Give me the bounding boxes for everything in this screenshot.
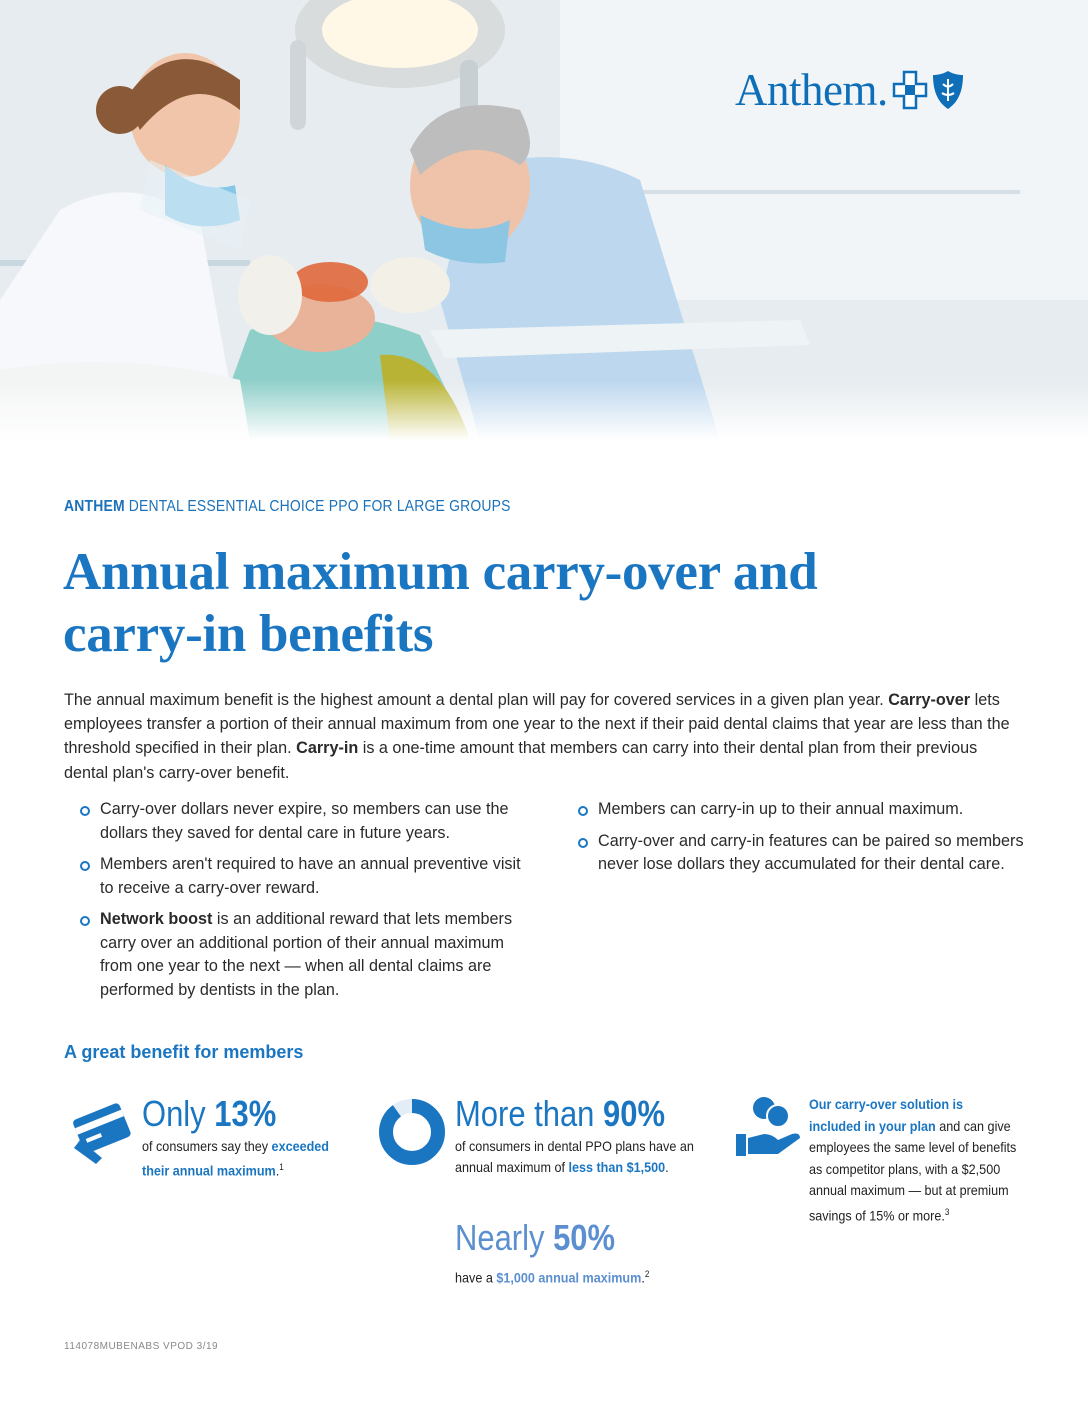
list-item [80, 798, 525, 845]
blue-shield-icon [931, 69, 965, 111]
anthem-logo [735, 64, 965, 116]
list-item [80, 908, 525, 1002]
eyebrow-text: DENTAL ESSENTIAL CHOICE PPO FOR LARGE GROUPS [124, 498, 511, 515]
bullet-icon [578, 838, 588, 848]
bullet-icon [578, 806, 588, 816]
bullet-text: Members aren't required to have an annual preventive visit to receive a carry-over reward. [100, 855, 521, 897]
footnote-ref: 3 [944, 1206, 950, 1217]
footnote-ref: 2 [644, 1269, 650, 1279]
stat-carry-over-solution [809, 1094, 1041, 1227]
eyebrow-brand: ANTHEM [64, 498, 125, 515]
stat-suffix: . [665, 1159, 669, 1175]
stat-headline [142, 1094, 327, 1134]
stat-description [142, 1136, 336, 1182]
stat-value: 90% [603, 1093, 665, 1134]
footnote-ref: 1 [279, 1162, 284, 1172]
bullet-text: is an additional reward that lets members carry over an additional portion of their annual maximum from one year to the next — when all dental claims are performed by dentists in the plan. [100, 910, 513, 999]
donut-arc [386, 1106, 438, 1158]
stat-prefix: More than [455, 1093, 604, 1134]
bullet-icon [80, 916, 90, 926]
blue-cross-icon [892, 70, 928, 110]
list-item [80, 853, 525, 900]
eyebrow-heading [64, 498, 511, 516]
section-heading: A great benefit for members [64, 1042, 304, 1062]
list-item [578, 798, 1028, 822]
stat-suffix: . [641, 1269, 645, 1286]
stat-more-than-90 [455, 1094, 715, 1178]
bullet-text: Carry-over dollars never expire, so members can use the dollars they saved for dental care in future years. [100, 800, 509, 842]
bullet-text: Members can carry-in up to their annual maximum. [598, 800, 964, 818]
stat-highlight: less than $1,500 [568, 1159, 666, 1175]
stat-highlight: Our carry-over solution is included in your plan [809, 1096, 964, 1134]
page-title: Annual maximum carry-over and carry-in benefits [63, 543, 818, 663]
document-code: 114078MUBENABS VPOD 3/19 [64, 1341, 219, 1352]
stat-prefix: Only [142, 1093, 215, 1134]
credit-card-icon [72, 1096, 134, 1166]
logo-wordmark: Anthem [735, 64, 877, 115]
stat-description [809, 1094, 1018, 1227]
intro-part-3: is a one-time amount that members can carry into their dental plan from their previous dental plan's carry-over benefit. [64, 739, 978, 782]
carry-in-term: Carry-in [296, 739, 359, 758]
bullet-text: Carry-over and carry-in features can be paired so members never lose dollars they accumulated for their dental care. [598, 831, 1024, 873]
stat-text: of consumers in dental PPO plans have an annual maximum of [455, 1138, 694, 1175]
carry-over-term: Carry-over [888, 691, 971, 709]
stat-only-13 [142, 1094, 357, 1182]
bullet-list-left [80, 798, 525, 1010]
stat-text: have a [455, 1269, 497, 1286]
stat-value: 13% [214, 1093, 277, 1134]
intro-part-1: The annual maximum benefit is the highest amount a dental plan will pay for covered services in a given plan year. [64, 691, 889, 709]
intro-part-2: lets employees transfer a portion of their annual maximum from one year to the next if their paid dental claims that year are less than the threshold specified in their plan. [64, 691, 1010, 758]
donut-chart-icon [378, 1098, 446, 1166]
logo-dot: . [876, 65, 889, 115]
hand-coins-icon [734, 1094, 804, 1162]
stat-highlight: $1,000 annual maximum [496, 1269, 642, 1286]
network-boost-term: Network boost [100, 910, 213, 928]
stat-text: of consumers say they [142, 1138, 272, 1154]
bullet-icon [80, 806, 90, 816]
stat-description [455, 1136, 703, 1178]
list-item [578, 830, 1028, 877]
stat-headline [455, 1094, 679, 1134]
intro-paragraph [64, 688, 1024, 785]
stat-description [455, 1264, 689, 1289]
stat-nearly-50 [455, 1218, 715, 1289]
bullet-list-right [578, 798, 1028, 885]
stat-suffix: . [275, 1162, 280, 1179]
stat-text: and can give employees the same level of benefits as competitor plans, with a $2,500 annual maximum — but at premium savings of 15% or more. [809, 1117, 1017, 1224]
stat-value: 50% [553, 1217, 616, 1258]
bullet-icon [80, 861, 90, 871]
stat-highlight: exceeded their annual maximum [142, 1138, 330, 1179]
stat-headline [455, 1218, 679, 1258]
stat-prefix: Nearly [455, 1217, 554, 1258]
